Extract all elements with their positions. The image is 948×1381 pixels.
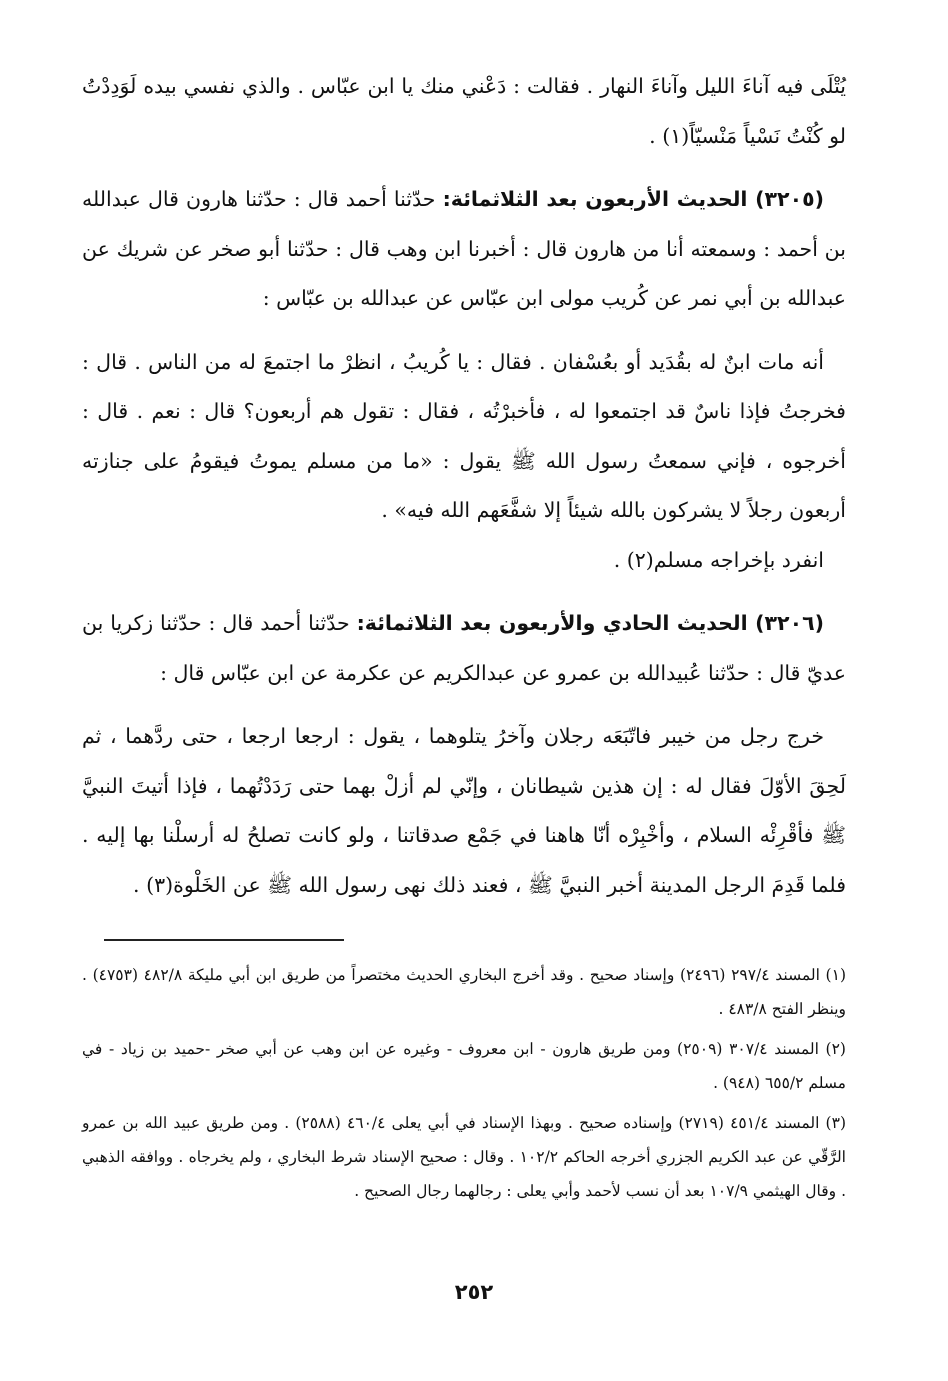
hadith-3205-matn: أنه مات ابنٌ له بقُدَيد أو بعُسْفان . فقال : يا كُريبُ ، انظرْ ما اجتمعَ له من الناس . قال : فخرجتُ فإذا ناسٌ قد اجتمعوا له ، فأخبرْتُه ، فقال : تقول هم أربعون؟ قال : نعم . قال : أخرجوه ، فإني سمعتُ رسول الله ﷺ يقول : «ما من مسلم يموتُ فيقومُ على جنازته أربعون رجلاً لا يشركون بالله شيئاً إلا شفَّعَهم الله فيه» . [82, 349, 846, 522]
footnote-2: (٢) المسند ٣٠٧/٤ (٢٥٠٩) ومن طريق هارون - ابن معروف - وغيره عن ابن وهب عن أبي صخر -حميد بن زياد - في مسلم ٦٥٥/٢ (٩٤٨) . [82, 1040, 846, 1092]
hadith-3206-heading: (٣٢٠٦) الحديث الحادي والأربعون بعد الثلاثمائة: [356, 611, 824, 635]
footnote-separator [104, 939, 344, 941]
continuation-paragraph [82, 62, 846, 161]
hadith-3205-isnad [82, 175, 846, 324]
page-number: ٢٥٢ [454, 1280, 494, 1304]
hadith-3205-heading: (٣٢٠٥) الحديث الأربعون بعد الثلاثمائة: [442, 187, 824, 211]
hadith-3206-chain: حدّثنا أحمد قال : حدّثنا زكريا بن عديّ قال : حدّثنا عُبيدالله بن عمرو عن عبدالكريم عن عكرمة عن ابن عبّاس قال : [82, 611, 846, 685]
footnotes [82, 958, 846, 1214]
continuation-line-2: لَوَدِدْتُ لو كُنْتُ نَسْياً مَنْسيّاً(١) . [82, 74, 846, 148]
continuation-line-1: يُتْلَى فيه آناءَ الليل وآناءَ النهار . فقالت : دَعْني منك يا ابن عبّاس . والذي نفسي بيده [143, 74, 846, 98]
footnote-1: (١) المسند ٢٩٧/٤ (٢٤٩٦) وإسناد صحيح . وقد أخرج البخاري الحديث مختصراً من طريق ابن أبي مليكة ٤٨٢/٨ (٤٧٥٣) . وينظر الفتح ٤٨٣/٨ . [82, 966, 846, 1018]
hadith-3205-note: انفرد بإخراجه مسلم(٢) . [613, 547, 824, 572]
hadith-3206-isnad [82, 599, 846, 698]
footnote-3: (٣) المسند ٤٥١/٤ (٢٧١٩) وإسناده صحيح . وبهذا الإسناد في أبي يعلى ٤٦٠/٤ (٢٥٨٨) . ومن طريق عبيد الله بن عمرو الرَّقّي عن عبد الكريم الجزري أخرجه الحاكم ١٠٢/٢ . وقال : صحيح الإسناد شرط البخاري ، ولم يخرجاه . ووافقه الذهبي . وقال الهيثمي ١٠٧/٩ بعد أن نسب لأحمد وأبي يعلى : رجالهما رجال الصحيح . [82, 1114, 846, 1200]
hadith-3205-chain: حدّثنا أحمد قال : حدّثنا هارون قال عبدالله بن أحمد : وسمعته أنا من هارون قال : أخبرنا ابن وهب قال : حدّثنا أبو صخر عن شريك عن عبدالله بن أبي نمر عن كُريب مولى ابن عبّاس عن عبدالله بن عبّاس : [82, 187, 846, 310]
hadith-3206-matn: خرج رجل من خيبر فاتّبَعَه رجلان وآخرُ يتلوهما ، يقول : ارجعا ارجعا ، حتى ردَّهما ، ثم لَحِقَ الأوّلَ فقال له : إن هذين شيطانان ، وإنّي لم أزلْ بهما حتى رَدَدْتُهما ، فإذا أتيتَ النبيَّ ﷺ فأقْرِئْه السلام ، وأخْبِرْه أنّا هاهنا في جَمْع صدقاتنا ، ولو كانت تصلحُ له أرسلْنا بها إليه . فلما قَدِمَ الرجل المدينة أخبر النبيَّ ﷺ ، فعند ذلك نهى رسول الله ﷺ عن الخَلْوة(٣) . [82, 724, 846, 897]
